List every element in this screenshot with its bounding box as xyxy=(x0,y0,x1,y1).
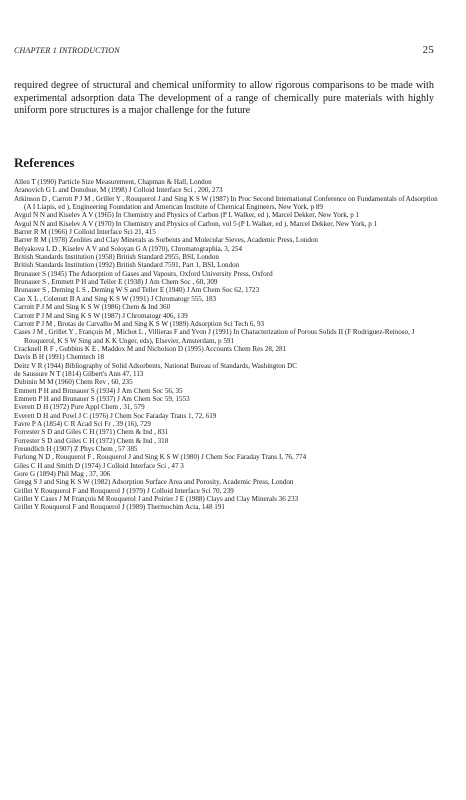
reference-entry: Atkinson D , Carrott P J M , Grillet Y , Rouquerol J and Sing K S W (1987) In Proc Second International Conference on Fundamentals of Adsorption (A I Liapis, ed ), Engineering Foundation and American Institute of Chemical Engineers, New York, p 89 xyxy=(14,194,438,212)
reference-entry: Davis B H (1991) Chemtech 18 xyxy=(14,353,105,362)
running-header xyxy=(14,44,434,58)
reference-entry: Freundlich H (1907) Z Phys Chem , 57 385 xyxy=(14,445,138,453)
reference-entry: Gregg S J and Sing K S W (1982) Adsorption Surface Area and Porosity, Academic Press, London xyxy=(14,478,294,487)
reference-entry: Gore G (1894) Phil Mag , 37, 306 xyxy=(14,470,111,479)
page-number: 25 xyxy=(422,44,434,56)
reference-entry: Brunauer S (1945) The Adsorption of Gases and Vapours, Oxford University Press, Oxford xyxy=(14,269,273,278)
reference-entry: Barrer R M (1978) Zeolites and Clay Minerals as Sorbents and Molecular Sieves, Academic Press, London xyxy=(14,236,318,245)
reference-entry: Aranovich G L and Donohue, M (1998) J Colloid Interface Sci , 200, 273 xyxy=(14,186,223,195)
chapter-title: CHAPTER 1 INTRODUCTION xyxy=(14,46,120,55)
intro-paragraph: required degree of structural and chemical uniformity to allow rigorous comparisons to be made with experimental adsorption data The development of a range of chemically pure materials with highly uniform pore structures is a major challenge for the future xyxy=(14,80,434,117)
reference-entry: Forrester S D and Giles C H (1971) Chem & Ind , 831 xyxy=(14,428,169,437)
reference-entry: Deitz V R (1944) Bibliography of Solid Adsorbents, National Bureau of Standards, Washington DC xyxy=(14,361,297,370)
reference-entry: Cases J M , Grillet Y , François M , Michot L , Villieras F and Yvon J (1991) In Characterization of Porous Solids II (F Rodriguez-Reinoso, J Rouquerol, K S W Sing and K K Unger, eds), Elsevier, Amsterdam, p 591 xyxy=(14,328,415,345)
references-heading: References xyxy=(14,155,75,170)
reference-entry: Emmett P H and Brunauer S (1934) J Am Chem Soc 56, 35 xyxy=(14,386,183,395)
reference-entry: Cracknell R F , Gubbins K E , Maddox M and Nicholson D (1995) Accounts Chem Res 28, 281 xyxy=(14,344,287,353)
reference-list xyxy=(14,178,440,512)
reference-entry: Allen T (1990) Particle Size Measurement, Chapman & Hall, London xyxy=(14,178,212,186)
reference-entry: Forrester S D and Giles C H (1972) Chem & Ind , 318 xyxy=(14,436,169,445)
reference-entry: British Standards Institution (1958) British Standard 2955, BSI, London xyxy=(14,253,219,262)
reference-entry: Grillet Y Rouquerol F and Rouquerol J (1979) J Colloid Interface Sci 70, 239 xyxy=(14,486,234,495)
reference-entry: Brunauer S , Emmett P H and Teller E (1938) J Am Chem Soc , 60, 309 xyxy=(14,278,218,287)
reference-entry: Grillet Y Cases J M François M Rouquerol J and Poirier J E (1988) Clays and Clay Minerals 36 233 xyxy=(14,495,299,504)
reference-entry: British Standards Institution (1992) British Standard 7591, Part 1, BSI, London xyxy=(14,261,240,270)
reference-entry: Avgul N N and Kiselev A V (1965) In Chemistry and Physics of Carbon (P L Walker, ed ), Marcel Dekker, New York, p 1 xyxy=(14,211,360,220)
reference-entry: Giles C H and Smith D (1974) J Colloid Interface Sci , 47 3 xyxy=(14,461,184,470)
reference-entry: Emmett P H and Brunauer S (1937) J Am Chem Soc 59, 1553 xyxy=(14,394,190,403)
reference-entry: de Saussure N T (1814) Gilbert's Ann 47, 113 xyxy=(14,369,144,378)
reference-entry: Furlong N D , Rouquerol F , Rouquerol J and Sing K S W (1980) J Chem Soc Faraday Trans I, 76, 774 xyxy=(14,453,307,462)
reference-entry: Grillet Y Rouquerol F and Rouquerol J (1989) Thermochim Acta, 148 191 xyxy=(14,503,225,512)
reference-entry: Barrer R M (1966) J Colloid Interface Sci 21, 415 xyxy=(14,228,156,237)
reference-entry: Favre P A (1854) C R Acad Sci Fr , 39 (16), 729 xyxy=(14,419,151,428)
reference-entry: Brunauer S , Deming L S , Deming W S and Teller E (1940) J Am Chem Soc 62, 1723 xyxy=(14,286,260,295)
reference-entry: Carrott P J M and Sing K S W (1986) Chem & Ind 360 xyxy=(14,303,171,312)
reference-entry: Everett D H and Powl J C (1976) J Chem Soc Faraday Trans 1, 72, 619 xyxy=(14,411,217,420)
reference-entry: Avgul N N and Kiselev A V (1970) In Chemistry and Physics of Carbon, vol 5 (P L Walker, ed ), Marcel Dekker, New York, p 1 xyxy=(14,219,378,228)
reference-entry: Cao X L , Colenutt B A and Sing K S W (1991) J Chromatogr 555, 183 xyxy=(14,294,217,303)
reference-entry: Belyakova L D , Kiselev A V and Soloyan G A (1970), Chromatographia, 3, 254 xyxy=(14,244,243,253)
reference-entry: Carrott P J M and Sing K S W (1987) J Chromatogr 406, 139 xyxy=(14,311,188,320)
reference-entry: Everett D H (1972) Pure Appl Chem , 31, 579 xyxy=(14,403,145,412)
reference-entry: Carrott P J M , Brotas de Carvalho M and Sing K S W (1989) Adsorption Sci Tech 6, 93 xyxy=(14,319,265,328)
reference-entry: Dubinin M M (1960) Chem Rev , 60, 235 xyxy=(14,378,133,387)
